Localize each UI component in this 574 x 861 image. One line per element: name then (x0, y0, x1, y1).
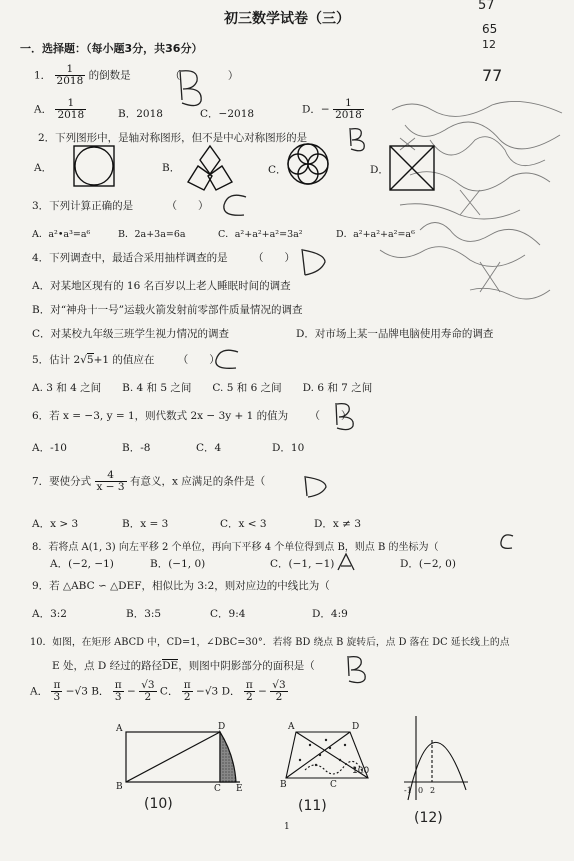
q5-stem-a: 5．估计 2 (32, 354, 81, 366)
q10-option-b-label: B． (91, 685, 110, 698)
q9-option-c: C．9:4 (210, 608, 246, 620)
q9-stem: 9．若 △ABC ∽ △DEF，相似比为 3:2，则对应边的中线比为（ (32, 580, 330, 592)
q7-fraction-numerator: 4 (95, 470, 127, 482)
q2-label-a: A． (34, 162, 53, 174)
q10-d-den: 2 (245, 691, 253, 704)
fig10-label-a: A (116, 724, 123, 734)
q10-c-den: 2 (183, 691, 191, 704)
q3-option-a: A．a²•a³=a⁶ (32, 229, 91, 240)
q10-a-minus: − (65, 685, 75, 698)
q10-b-num: π (114, 679, 122, 691)
q5-stem-b: +1 的值应在 (93, 354, 155, 366)
q8-stem: 8．若将点 A(1, 3) 向左平移 2 个单位，再向下平移 4 个单位得到点 B，则点 B 的坐标为（ (32, 542, 439, 553)
q4-stem: 4．下列调查中，最适合采用抽样调查的是 (32, 252, 228, 264)
q9-option-b: B．3:5 (126, 608, 162, 620)
q1-paren-close: ） (227, 69, 239, 82)
q7-option-b: B．x = 3 (122, 518, 169, 530)
q8-option-a: A．(−2, −1) (50, 558, 114, 570)
q5-sqrt-arg: 5 (86, 354, 94, 366)
fig10-label-b: B (116, 782, 123, 792)
q10-d-num2: √3 (272, 679, 286, 691)
margin-note: 12 (482, 38, 496, 51)
q3-option-b: B．2a+3a=6a (118, 229, 186, 240)
q10-b-num2: √3 (141, 679, 155, 691)
q4-option-c: C．对某校九年级三班学生视力情况的调查 (32, 328, 230, 340)
q3-option-c: C．a²+a²+a²=3a² (218, 229, 303, 240)
q1-option-c: C．−2018 (200, 108, 255, 120)
q4-option-b: B．对“神舟十一号”运载火箭发射前零部件质量情况的调查 (32, 304, 303, 316)
q10-c-num: π (183, 679, 191, 691)
q7-stem-a: 7．要使分式 (32, 475, 92, 488)
figure-12 (404, 716, 468, 800)
q2-label-d: D． (370, 164, 389, 176)
q4-option-a: A．对某地区现有的 16 名百岁以上老人睡眠时间的调查 (32, 280, 291, 292)
fig10-caption: (10) (144, 796, 173, 812)
margin-note: 65 (482, 22, 498, 36)
q7-fraction-denominator: x − 3 (96, 481, 125, 494)
q10-arc-label: DE (162, 660, 179, 672)
q8-option-d: D．(−2, 0) (400, 558, 456, 570)
q10-d-den2: 2 (275, 691, 283, 704)
q3-paren: （ ） (166, 200, 209, 212)
q1-option-d-numerator: 1 (333, 98, 364, 110)
q10-option-a-label: A． (30, 685, 49, 698)
q3-stem: 3．下列计算正确的是 (32, 200, 134, 212)
question-10-line1: 10．如图，在矩形 ABCD 中，CD=1，∠DBC=30°．若将 BD 绕点 B 旋转后，点 D 落在 DC 延长线上的点 (30, 637, 510, 648)
q8-option-b: B．(−1, 0) (150, 558, 206, 570)
fig11-label-d: D (352, 722, 360, 732)
q1-option-b: B．2018 (118, 108, 163, 120)
q1-option-d-label: D．− (302, 103, 330, 116)
q10-a-num: π (53, 679, 61, 691)
fig12-origin-label: 0 (418, 786, 424, 795)
margin-note: 77 (482, 66, 503, 85)
q1-stem: 的倒数是 (88, 69, 131, 82)
q7-option-c: C．x < 3 (220, 518, 267, 530)
fig12-tick-label: 2 (430, 786, 436, 795)
fig11-caption: (11) (298, 798, 327, 814)
q10-line2-a: E 处，点 D 经过的路径 (52, 660, 163, 672)
margin-note: 57 (478, 0, 495, 13)
q2-label-b: B． (162, 162, 181, 174)
q6-stem: 6．若 x = −3, y = 1，则代数式 2x − 3y + 1 的值为 (32, 410, 289, 422)
q10-b-minus: − (127, 685, 136, 698)
page-title: 初三数学试卷（三） (224, 11, 350, 27)
q1-option-a-label: A． (34, 103, 53, 116)
q9-option-a: A．3:2 (32, 608, 67, 620)
q10-d-num: π (245, 679, 253, 691)
section-heading: 一．选择题：（每小题3分，共36分） (20, 42, 203, 55)
q6-option-b: B．-8 (122, 442, 151, 454)
q10-b-den: 3 (114, 691, 122, 704)
q10-d-minus: − (258, 685, 267, 698)
fig10-label-c: C (214, 784, 221, 794)
q10-line2-b: ，则图中阴影部分的面积是（ (178, 660, 315, 672)
fig11-label-a: A (288, 722, 295, 732)
fig11-label-c: C (330, 780, 337, 790)
q4-option-d: D．对市场上某一品牌电脑使用寿命的调查 (296, 328, 494, 340)
fig12-neg-label: -1 (404, 786, 412, 795)
q2-stem: 2．下列图形中，是轴对称图形，但不是中心对称图形的是 (38, 132, 308, 144)
q1-paren-open: （ (169, 69, 181, 82)
q3-option-d: D．a²+a²+a²=a⁶ (336, 229, 415, 240)
q10-option-d-label: D． (221, 685, 241, 698)
q10-c-minus: − (196, 685, 205, 698)
fig11-note: 100 (352, 766, 370, 776)
q7-stem-b: 有意义，x 应满足的条件是（ (129, 475, 266, 488)
q5-options: A. 3 和 4 之间 B. 4 和 5 之间 C. 5 和 6 之间 D. 6 和 7 之间 (32, 382, 373, 394)
q10-c-sqrt: √3 (204, 685, 219, 698)
q1-option-d-denominator: 2018 (335, 109, 362, 122)
figure-10 (126, 732, 240, 782)
q1-option-a-denominator: 2018 (57, 109, 85, 122)
q1-fraction-denominator: 2018 (56, 75, 84, 88)
q10-a-den: 3 (53, 691, 61, 704)
q6-paren: （ ） (309, 410, 352, 422)
fig11-label-b: B (280, 780, 287, 790)
q8-option-c: C．(−1, −1) (270, 558, 335, 570)
page-number: 1 (284, 822, 290, 832)
q1-fraction-numerator: 1 (55, 64, 86, 76)
q6-option-a: A．-10 (32, 442, 67, 454)
fig10-label-e: E (236, 784, 243, 794)
fig12-caption: (12) (414, 810, 443, 826)
q2-label-c: C． (268, 164, 287, 176)
q7-option-a: A．x > 3 (32, 518, 79, 530)
q10-a-sqrt: √3 (74, 685, 88, 698)
q1-number: 1． (34, 69, 52, 82)
q10-b-den2: 2 (144, 691, 152, 704)
q6-option-c: C．4 (196, 442, 222, 454)
q7-option-d: D．x ≠ 3 (314, 518, 361, 530)
q10-option-c-label: C． (159, 685, 179, 698)
q6-option-d: D．10 (272, 442, 305, 454)
fig10-label-d: D (218, 722, 226, 732)
q5-paren: （ ） (177, 354, 220, 366)
q9-option-d: D．4:9 (312, 608, 348, 620)
question-5: 5．估计 2√5+1 的值应在 （ ） (32, 354, 220, 366)
q1-option-a-numerator: 1 (55, 98, 86, 110)
q4-paren: （ ） (253, 252, 296, 264)
